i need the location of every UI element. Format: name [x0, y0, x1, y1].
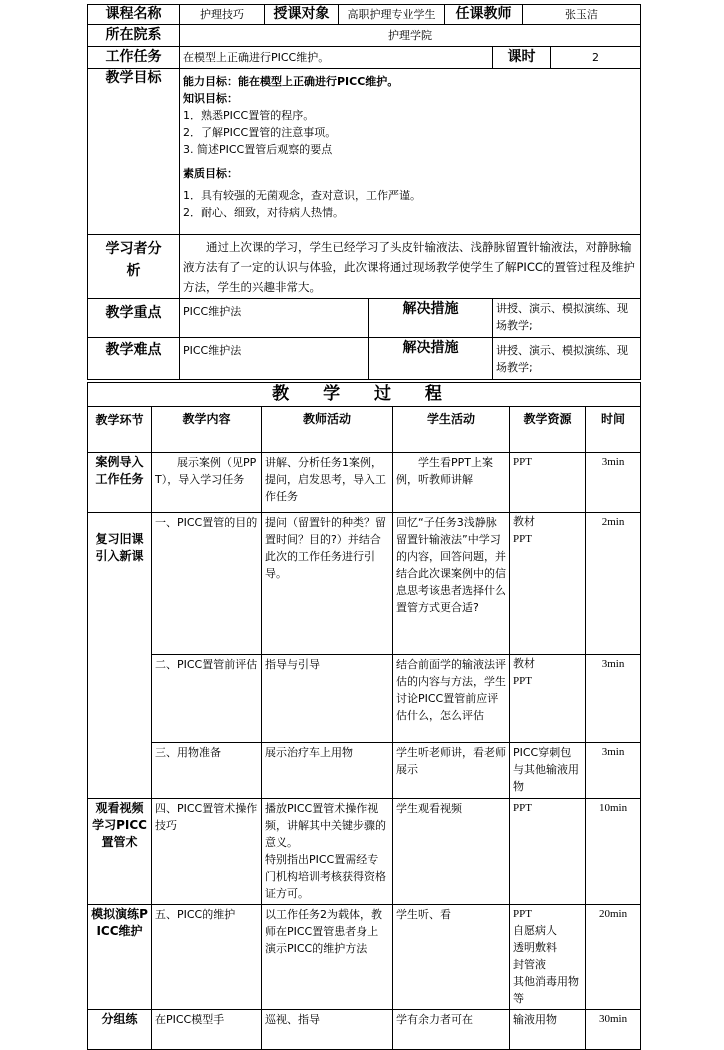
process-table	[87, 382, 641, 1050]
difficulty-measure-label: 解决措施	[369, 338, 493, 380]
time-cell: 2min	[586, 513, 641, 655]
student-cell: 学生看PPT上案例，听教师讲解	[393, 453, 510, 513]
student-cell: 学生听、看	[393, 905, 510, 1010]
ability-objective: 能力目标：能在模型上正确进行PICC维护。	[183, 75, 399, 88]
stage-cell: 观看视频学习PICC置管术	[88, 799, 152, 905]
hours-value: 2	[551, 47, 641, 69]
analysis-label-line1: 学习者分	[105, 241, 162, 257]
quality-item-2: 2．耐心、细致，对待病人热情。	[183, 206, 344, 219]
table-row	[88, 799, 641, 905]
focus-value: PICC维护法	[180, 299, 369, 338]
analysis-label-line2: 析	[126, 263, 141, 279]
content-cell: 三、用物准备	[152, 743, 262, 799]
header-time: 时间	[586, 407, 641, 453]
table-row	[88, 905, 641, 1010]
teacher-cell: 指导与引导	[262, 655, 393, 743]
objectives-label: 教学目标	[88, 69, 180, 235]
teacher-label: 任课教师	[445, 5, 523, 25]
table-row	[88, 743, 641, 799]
resource-cell: 输液用物	[510, 1010, 586, 1050]
audience-label: 授课对象	[265, 5, 339, 25]
teacher-value: 张玉洁	[523, 5, 641, 25]
teacher-cell: 提问（留置针的种类？留置时间？目的?）并结合此次的工作任务进行引导。	[262, 513, 393, 655]
header-resource: 教学资源	[510, 407, 586, 453]
resource-cell: 教材 PPT	[510, 655, 586, 743]
time-cell: 10min	[586, 799, 641, 905]
content-cell: 二、PICC置管前评估	[152, 655, 262, 743]
teacher-cell: 展示治疗车上用物	[262, 743, 393, 799]
teacher-cell: 讲解、分析任务1案例，提问，启发思考，导入工作任务	[262, 453, 393, 513]
time-cell: 20min	[586, 905, 641, 1010]
time-cell: 3min	[586, 743, 641, 799]
process-title: 教 学 过 程	[88, 383, 641, 407]
hours-label: 课时	[493, 47, 551, 69]
focus-measure-label: 解决措施	[369, 299, 493, 338]
time-cell: 3min	[586, 655, 641, 743]
student-cell: 回忆“子任务3浅静脉留置针输液法”中学习的内容，回答问题，并结合此次课案例中的信息思考该患者选择什么置管方式更合适?	[393, 513, 510, 655]
teacher-cell: 以工作任务2为载体，教师在PICC置管患者身上演示PICC的维护方法	[262, 905, 393, 1010]
analysis-label	[88, 235, 180, 299]
content-cell: 一、PICC置管的目的	[152, 513, 262, 655]
knowledge-item-3: 3. 简述PICC置管后观察的要点	[183, 143, 333, 156]
objectives-content	[180, 69, 641, 235]
header-stage: 教学环节	[88, 407, 152, 453]
table-row	[88, 453, 641, 513]
resource-cell: PPT	[510, 799, 586, 905]
stage-cell: 复习旧课引入新课	[88, 513, 152, 799]
resource-cell: PPT 自愿病人 透明敷料 封管液 其他消毒用物等	[510, 905, 586, 1010]
course-name-label: 课程名称	[88, 5, 180, 25]
audience-value: 高职护理专业学生	[339, 5, 445, 25]
focus-label: 教学重点	[88, 299, 180, 338]
content-cell: 四、PICC置管术操作技巧	[152, 799, 262, 905]
student-cell: 学有余力者可在	[393, 1010, 510, 1050]
knowledge-item-1: 1．熟悉PICC置管的程序。	[183, 109, 315, 122]
time-cell: 3min	[586, 453, 641, 513]
task-value: 在模型上正确进行PICC维护。	[180, 47, 493, 69]
table-row	[88, 513, 641, 655]
focus-measure-value: 讲授、演示、模拟演练、现场教学;	[493, 299, 641, 338]
resource-cell: PICC穿刺包与其他输液用物	[510, 743, 586, 799]
stage-cell: 模拟演练PICC维护	[88, 905, 152, 1010]
content-cell: 在PICC模型手	[152, 1010, 262, 1050]
resource-cell: PPT	[510, 453, 586, 513]
stage-cell: 分组练	[88, 1010, 152, 1050]
college-value: 护理学院	[180, 25, 641, 47]
difficulty-label: 教学难点	[88, 338, 180, 380]
table-row	[88, 655, 641, 743]
knowledge-title: 知识目标：	[183, 92, 238, 105]
content-cell: 展示案例（见PPT），导入学习任务	[152, 453, 262, 513]
header-student: 学生活动	[393, 407, 510, 453]
time-cell: 30min	[586, 1010, 641, 1050]
student-cell: 学生观看视频	[393, 799, 510, 905]
task-label: 工作任务	[88, 47, 180, 69]
resource-cell: 教材 PPT	[510, 513, 586, 655]
student-cell: 学生听老师讲，看老师展示	[393, 743, 510, 799]
content-cell: 五、PICC的维护	[152, 905, 262, 1010]
course-name-value: 护理技巧	[180, 5, 265, 25]
quality-item-1: 1．具有较强的无菌观念，查对意识，工作严谨。	[183, 189, 421, 202]
table-row	[88, 1010, 641, 1050]
knowledge-item-2: 2．了解PICC置管的注意事项。	[183, 126, 337, 139]
analysis-text: 通过上次课的学习，学生已经学习了头皮针输液法、浅静脉留置针输液法，对静脉输液方法有了一定的认识与体验，此次课将通过现场教学使学生了解PICC的置管过程及维护方法，学生的兴趣非常大。	[180, 235, 641, 299]
course-info-table	[87, 4, 641, 380]
stage-cell: 案例导入工作任务	[88, 453, 152, 513]
quality-title: 素质目标：	[183, 167, 238, 180]
difficulty-measure-value: 讲授、演示、模拟演练、现场教学;	[493, 338, 641, 380]
header-content: 教学内容	[152, 407, 262, 453]
difficulty-value: PICC维护法	[180, 338, 369, 380]
teacher-cell: 巡视、指导	[262, 1010, 393, 1050]
college-label: 所在院系	[88, 25, 180, 47]
teacher-cell: 播放PICC置管术操作视频，讲解其中关键步骤的意义。 特别指出PICC置需经专门机构培训考核获得资格证方可。	[262, 799, 393, 905]
header-teacher: 教师活动	[262, 407, 393, 453]
student-cell: 结合前面学的输液法评估的内容与方法，学生讨论PICC置管前应评估什么，怎么评估	[393, 655, 510, 743]
